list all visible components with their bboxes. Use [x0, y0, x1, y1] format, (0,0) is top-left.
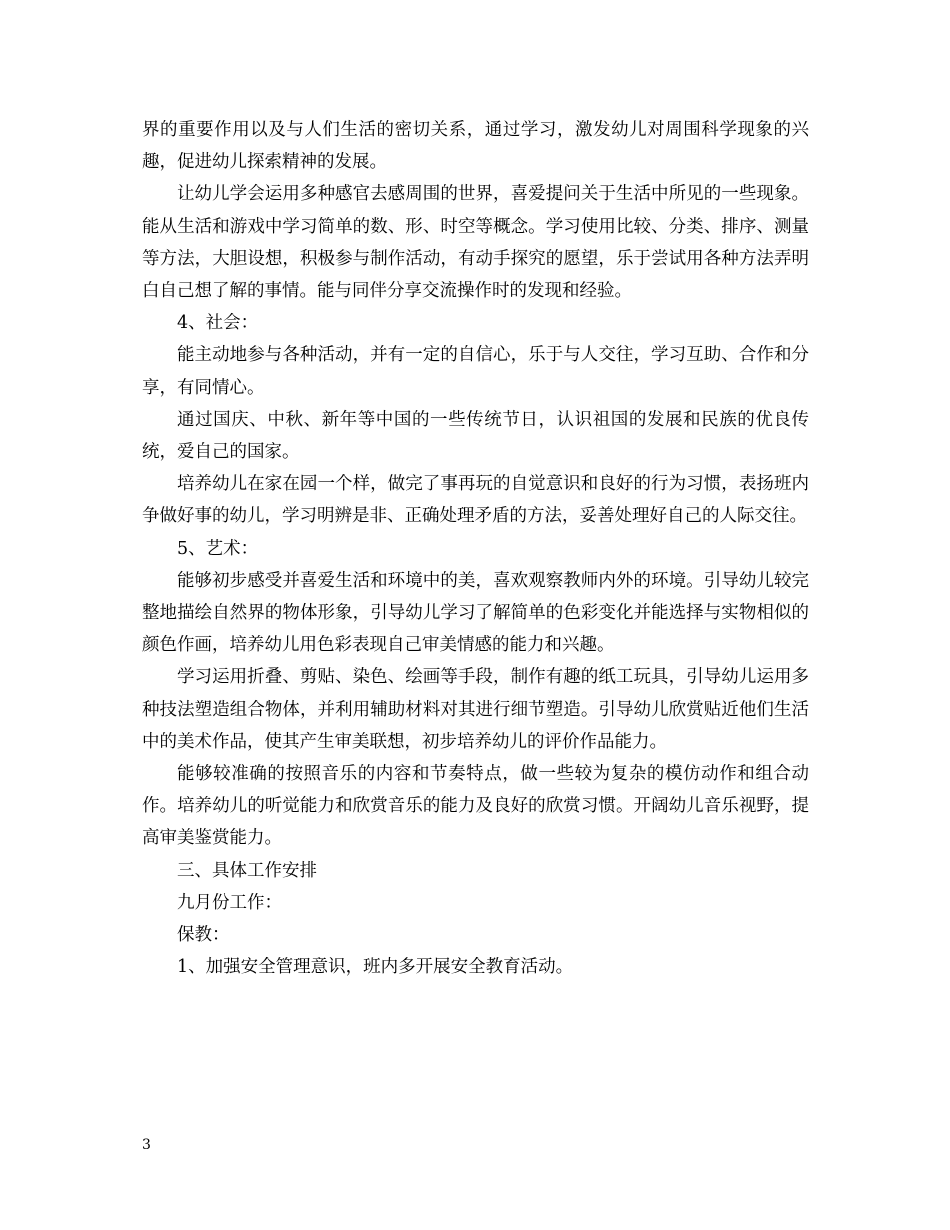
paragraph-art-music: 能够较准确的按照音乐的内容和节奏特点，做一些较为复杂的模仿动作和组合动作。培养幼儿的听觉能力和欣赏音乐的能力及良好的欣赏习惯。开阔幼儿音乐视野，提高审美鉴赏能力。	[142, 764, 809, 849]
paragraph-society-habits: 培养幼儿在家在园一个样，做完了事再玩的自觉意识和良好的行为习惯，表扬班内争做好事的幼儿，学习明辨是非、正确处理矛盾的方法，妥善处理好自己的人际交往。	[142, 474, 809, 527]
heading-care-education: 保教：	[177, 925, 230, 946]
document-body	[142, 114, 809, 983]
page-number: 3	[142, 1137, 151, 1153]
heading-art: 5、艺术：	[177, 538, 259, 559]
paragraph-society-participation: 能主动地参与各种活动，并有一定的自信心，乐于与人交往，学习互助、合作和分享，有同情心。	[142, 345, 809, 398]
heading-september-work: 九月份工作：	[177, 892, 282, 913]
paragraph-science-continued: 界的重要作用以及与人们生活的密切关系，通过学习，激发幼儿对周围科学现象的兴趣，促进幼儿探索精神的发展。	[142, 120, 809, 173]
list-item-safety: 1、加强安全管理意识，班内多开展安全教育活动。	[177, 957, 574, 978]
paragraph-art-crafts: 学习运用折叠、剪贴、染色、绘画等手段，制作有趣的纸工玩具，引导幼儿运用多种技法塑造组合物体，并利用辅助材料对其进行细节塑造。引导幼儿欣赏贴近他们生活中的美术作品，使其产生审美联想，初步培养幼儿的评价作品能力。	[142, 667, 809, 752]
paragraph-science-senses: 让幼儿学会运用多种感官去感周围的世界，喜爱提问关于生活中所见的一些现象。能从生活和游戏中学习简单的数、形、时空等概念。学习使用比较、分类、排序、测量等方法，大胆设想，积极参与制作活动，有动手探究的愿望，乐于尝试用各种方法弄明白自己想了解的事情。能与同伴分享交流操作时的发现和经验。	[142, 184, 809, 302]
heading-work-arrangement: 三、具体工作安排	[177, 860, 317, 881]
paragraph-art-beauty: 能够初步感受并喜爱生活和环境中的美，喜欢观察教师内外的环境。引导幼儿较完整地描绘自然界的物体形象，引导幼儿学习了解简单的色彩变化并能选择与实物相似的颜色作画，培养幼儿用色彩表现自己审美情感的能力和兴趣。	[142, 570, 809, 656]
paragraph-society-festivals: 通过国庆、中秋、新年等中国的一些传统节日，认识祖国的发展和民族的优良传统，爱自己的国家。	[142, 409, 809, 463]
heading-society: 4、社会：	[177, 313, 259, 334]
